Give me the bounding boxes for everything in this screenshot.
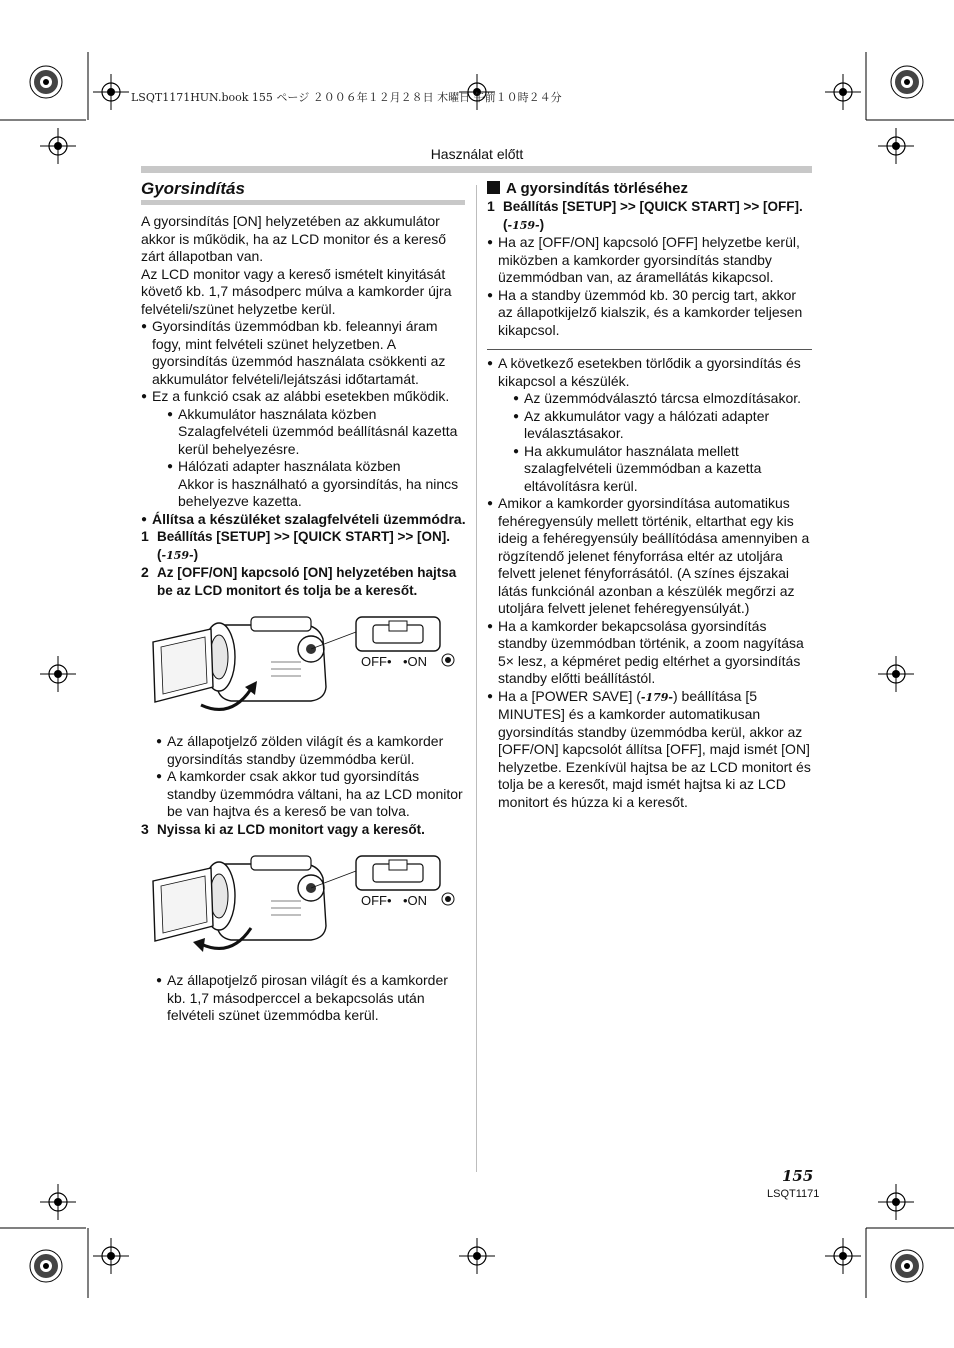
- note-sub-item: ● Ha akkumulátor használata mellett szalagfelvételi üzemmódban a kazetta eltávolításra kerül.: [487, 443, 813, 496]
- note-sub-item: ● Az akkumulátor vagy a hálózati adapter leválasztásakor.: [487, 408, 813, 443]
- star-target-icon: [891, 1250, 923, 1282]
- switch-off-label: OFF•: [361, 654, 392, 669]
- bullet-item: ● Ez a funkció csak az alábbi esetekben működik.: [141, 388, 469, 406]
- step-text-close: ): [193, 546, 199, 562]
- registration-mark-icon: [93, 74, 129, 110]
- page-ref: -159-: [161, 548, 194, 562]
- registration-mark-icon: [40, 656, 76, 692]
- intro-paragraph: A gyorsindítás [ON] helyzetében az akkumulátor akkor is működik, ha az LCD monitor és a kereső zárt állapotban van.: [141, 213, 447, 264]
- bullet-item: ● Gyorsindítás üzemmódban kb. feleannyi áram fogy, mint felvételi szünet helyzetben. A gyorsindítás üzemmód használata csökkenti az akkumulátor felvételi/lejátszási időtartamát.: [141, 318, 469, 388]
- step-3: [141, 821, 469, 839]
- section-title-bar: [141, 200, 465, 205]
- star-target-icon: [30, 66, 62, 98]
- registration-mark-icon: [40, 1184, 76, 1220]
- registration-mark-icon: [878, 1184, 914, 1220]
- printer-slug: LSQT1171HUN.book 155 ページ ２００６年１２月２８日 木曜日 午前１０時２４分: [131, 91, 562, 104]
- star-target-icon: [30, 1250, 62, 1282]
- bullet-item: ● Ha a standby üzemmód kb. 30 percig tart, akkor az állapotkijelző kialszik, és a kamkorder teljesen kikapcsol.: [487, 287, 813, 340]
- step-number: 2: [141, 564, 149, 580]
- note-text: ) beállítása [5 MINUTES] és a kamkorder automatikusan gyorsindítás standby üzemmódba kerül, akkor az [OFF/ON] kapcsolót állítsa [OFF], majd ismét [ON] helyzetbe. Ezenkívül hajtsa be az LCD monitort és tolja be a keresőt, majd ismét hajtsa ki az LCD monitort és húzza ki a keresőt.: [498, 687, 811, 810]
- intro-paragraph: Az LCD monitor vagy a kereső ismételt kinyitását követő kb. 1,7 másodperc múlva a kamkorder újra felvételi/szünet helyzetbe kerül.: [141, 265, 452, 317]
- column-divider: [476, 185, 477, 1172]
- sub-bullet-item: ● Hálózati adapter használata közben: [141, 458, 469, 476]
- camcorder-illustration-opening: [141, 846, 469, 964]
- note-item: [487, 688, 813, 812]
- registration-mark-icon: [93, 1238, 129, 1274]
- step-2: [141, 564, 469, 599]
- registration-mark-icon: [459, 1238, 495, 1274]
- camcorder-illustration-closing: [141, 607, 469, 725]
- square-bullet-icon: [487, 181, 500, 194]
- step-number: 1: [487, 198, 495, 214]
- subsection-title-text: A gyorsindítás törléséhez: [506, 180, 688, 197]
- document-code: LSQT1171: [767, 1188, 820, 1200]
- step-number: 1: [141, 528, 149, 544]
- sub-bullet-text: Akkor is használható a gyorsindítás, ha nincs behelyezve kazetta.: [178, 475, 459, 509]
- star-target-icon: [891, 66, 923, 98]
- bullet-item: ● Állítsa a készüléket szalagfelvételi üzemmódra.: [141, 511, 469, 529]
- subsection-title: [487, 180, 813, 198]
- registration-mark-icon: [825, 1238, 861, 1274]
- left-column: [141, 178, 469, 1025]
- step-text: Nyissa ki az LCD monitort vagy a keresőt.: [157, 821, 425, 837]
- step-bullet: ● Az állapotjelző zölden világít és a kamkorder gyorsindítás standby üzemmódba kerül.: [141, 733, 469, 768]
- step-bullet: ● A kamkorder csak akkor tud gyorsindítás standby üzemmódra váltani, ha az LCD monitor be van hajtva és a kereső be van tolva.: [141, 768, 469, 821]
- notes-divider: [487, 349, 812, 350]
- step-text: Beállítás [SETUP] >> [QUICK START] >> [OFF]. (: [503, 199, 803, 232]
- step-1: [487, 198, 813, 234]
- step-text: Beállítás [SETUP] >> [QUICK START] >> [ON]. (: [157, 529, 451, 562]
- page-header: Használat előtt: [430, 146, 524, 162]
- switch-on-label: •ON: [403, 893, 428, 908]
- step-number: 3: [141, 820, 149, 837]
- note-item: ● Ha a kamkorder bekapcsolása gyorsindítás standby üzemmódban történik, a zoom nagyítása 5× lesz, a képméret pedig eltérhet a gyorsindítás standby előtti beállítástól.: [487, 618, 813, 688]
- sub-bullet-text: Szalagfelvételi üzemmód beállításnál kazetta kerül behelyezésre.: [178, 423, 458, 457]
- switch-on-label: •ON: [403, 654, 428, 669]
- note-sub-item: ● Az üzemmódválasztó tárcsa elmozdításakor.: [487, 390, 813, 408]
- step-1: [141, 528, 469, 564]
- step-bullet: ● Az állapotjelző pirosan világít és a kamkorder kb. 1,7 másodperccel a bekapcsolás után felvételi szünet üzemmódba kerül.: [141, 972, 469, 1025]
- step-text-close: ): [539, 216, 545, 232]
- note-item: ● A következő esetekben törlődik a gyorsindítás és kikapcsol a készülék.: [487, 355, 813, 390]
- sub-bullet-item: ● Akkumulátor használata közben: [141, 406, 469, 424]
- registration-mark-icon: [825, 74, 861, 110]
- header-bar: [141, 166, 812, 173]
- switch-off-label: OFF•: [361, 893, 392, 908]
- section-title: Gyorsindítás: [141, 179, 245, 198]
- page-number: 155: [782, 1167, 814, 1185]
- right-column: [487, 180, 813, 811]
- page-ref: -179-: [640, 690, 673, 704]
- page-ref: -159-: [507, 218, 540, 232]
- note-text: Ha a [POWER SAVE] (: [498, 687, 641, 704]
- bullet-item: ● Ha az [OFF/ON] kapcsoló [OFF] helyzetbe kerül, miközben a kamkorder gyorsindítás standby üzemmódban van, az áramellátás kikapcsol.: [487, 234, 813, 287]
- registration-mark-icon: [878, 656, 914, 692]
- note-item: ● Amikor a kamkorder gyorsindítása automatikus fehéregyensúly mellett történik, eltarthat egy kis ideig a fehéregyensúly beállítódása amennyiben a rögzítendő jelenet fényforrása eltér az utoljára felvett jelenet fényforrásától. (A színes éjszakai látás funkciónál azonban a készülék megőrzi az utoljára felvett jelenet fehéregyensúlyát.): [487, 495, 813, 618]
- step-text: Az [OFF/ON] kapcsoló [ON] helyzetében hajtsa be az LCD monitort és tolja be a keresőt.: [157, 565, 457, 598]
